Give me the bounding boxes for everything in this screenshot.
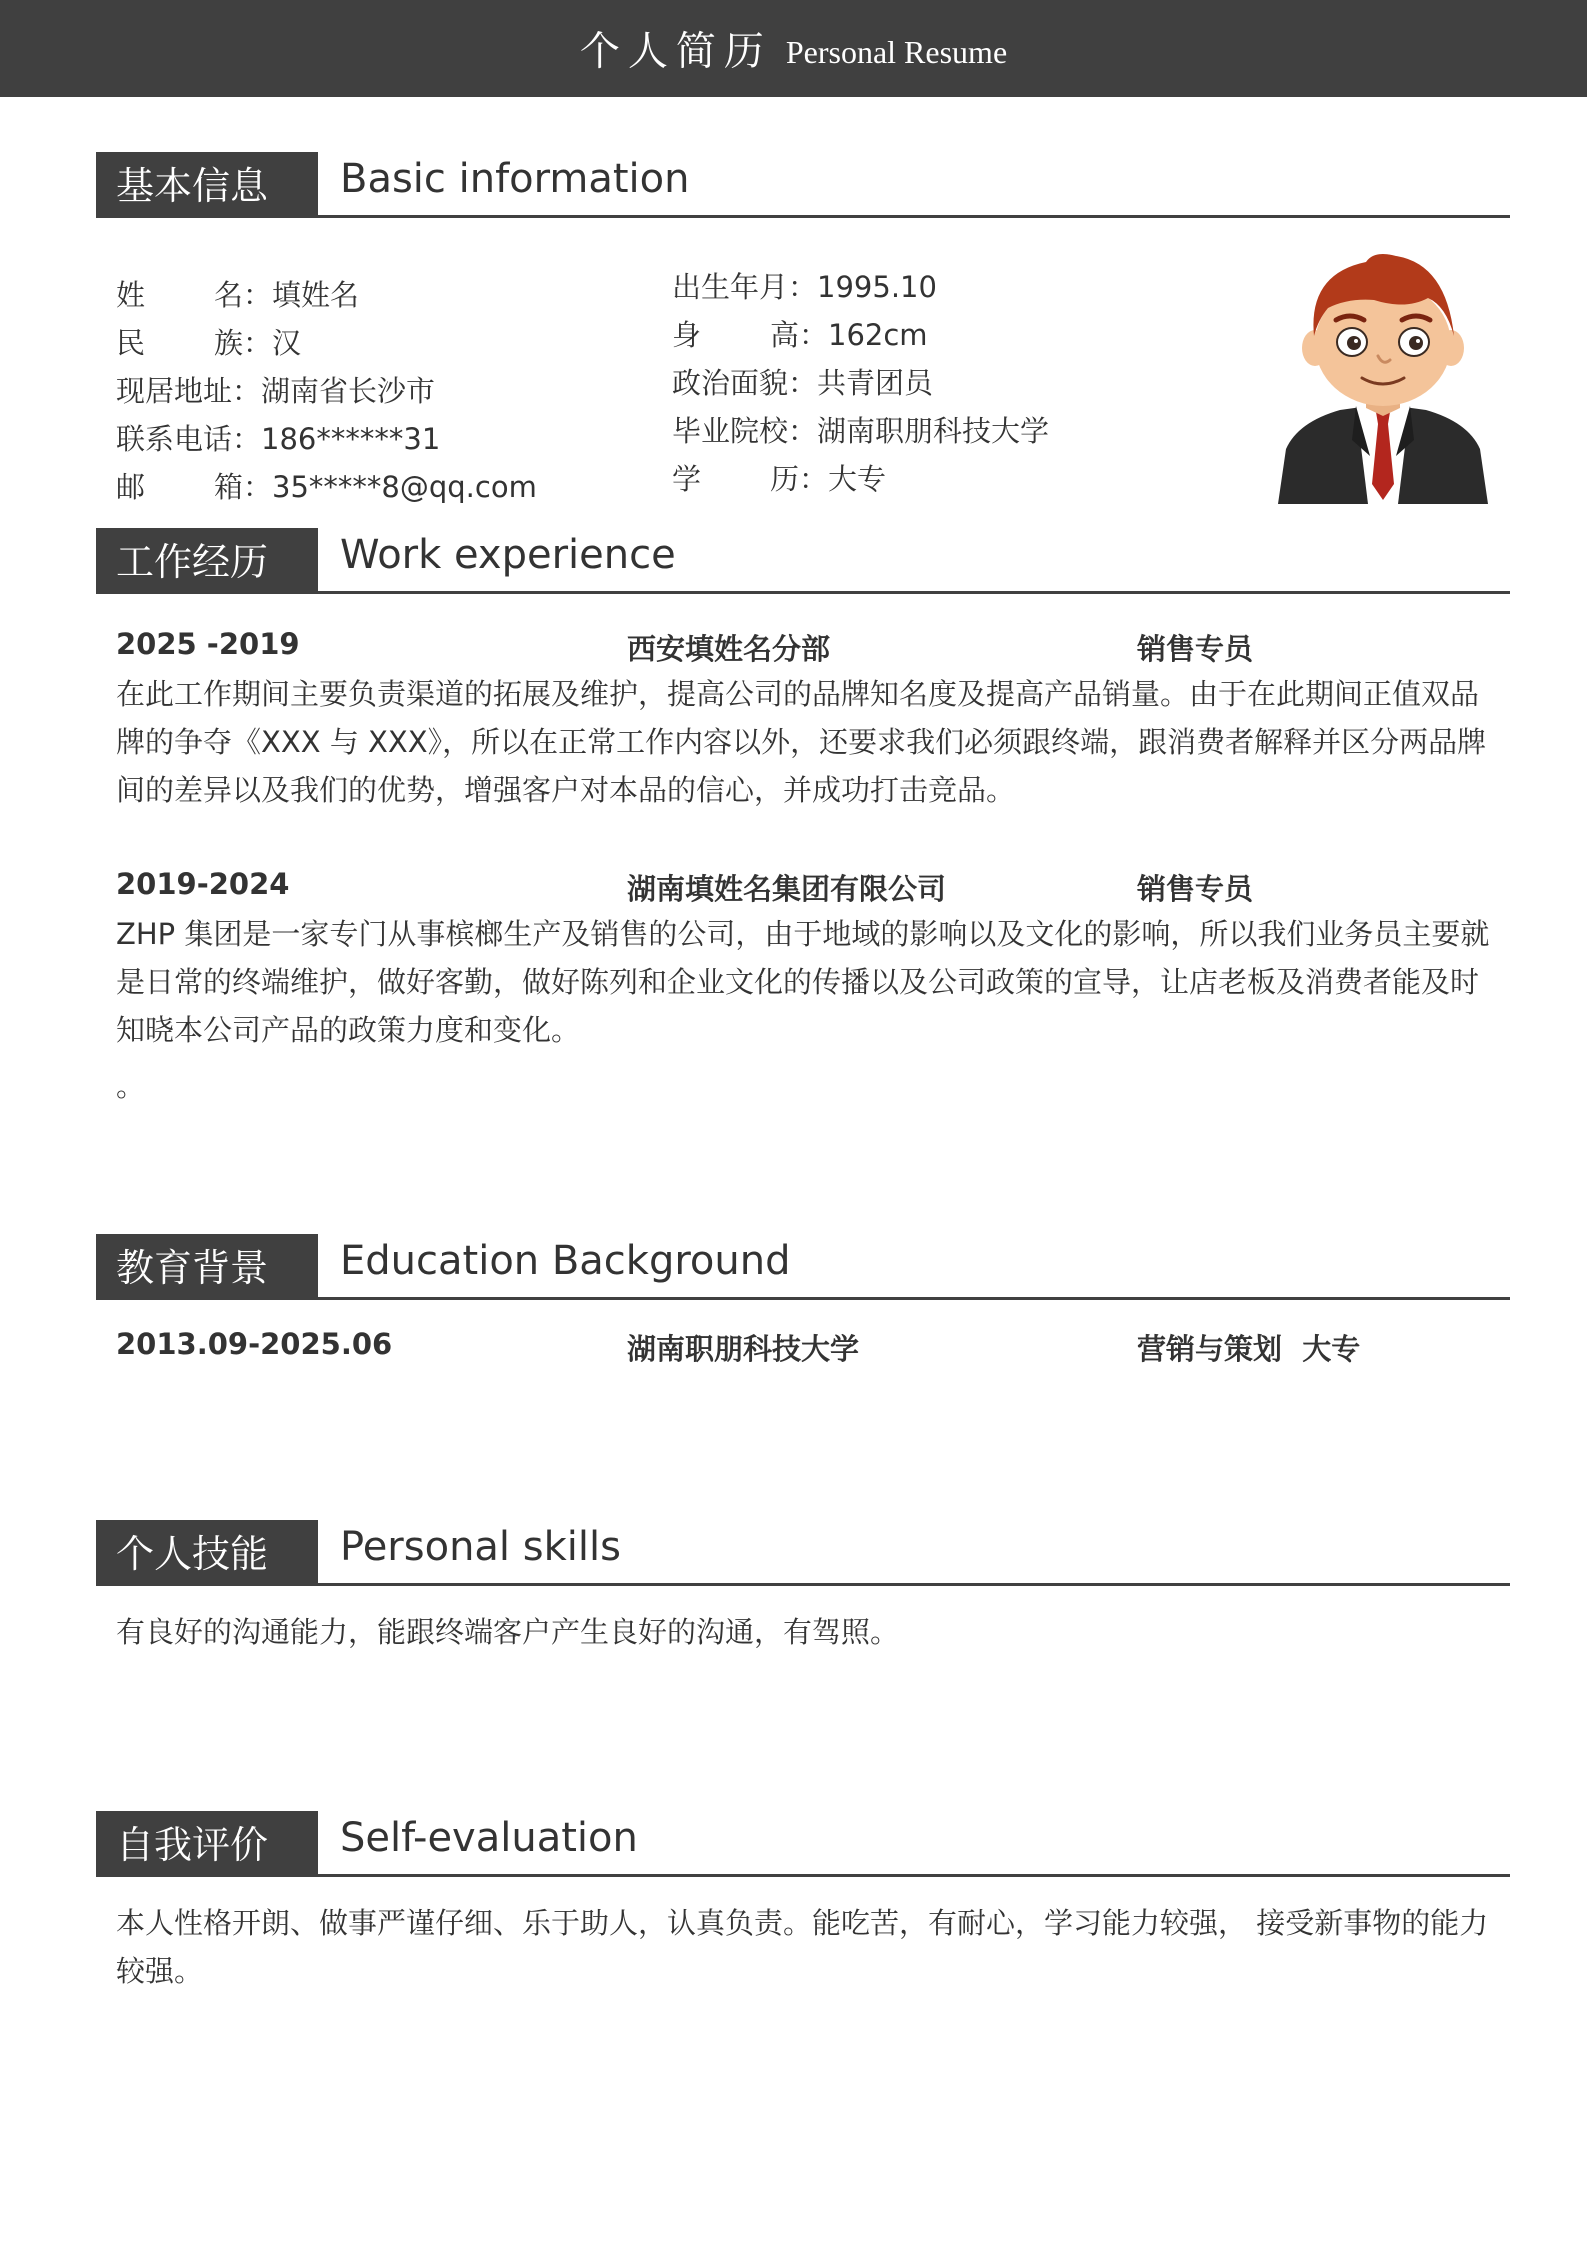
info-colon: ： xyxy=(232,374,262,408)
info-label xyxy=(116,321,243,362)
section-education-en: Education Background xyxy=(340,1238,791,1284)
work-1-position: 销售专员 xyxy=(1137,632,1254,666)
info-phone xyxy=(116,417,440,458)
work-1-description: 在此工作期间主要负责渠道的拓展及维护，提高公司的品牌知名度及提高产品销量。由于在此期间正值双品牌的争夺《XXX 与 XXX》，所以在正常工作内容以外，还要求我们必须跟终端，跟消费者解释并区分两品牌间的差异以及我们的优势，增强客户对本品的信心，并成功打击竞品。 xyxy=(116,677,1487,807)
info-value: 填姓名 xyxy=(272,278,360,312)
label-char: 姓 xyxy=(116,278,214,312)
info-value: 162cm xyxy=(828,318,928,352)
info-colon: ： xyxy=(243,470,273,504)
info-label: 政治面貌 xyxy=(672,366,789,400)
section-basic-tab: 基本信息 xyxy=(96,152,318,218)
page-title xyxy=(0,0,1587,97)
section-basic-en: Basic information xyxy=(340,156,690,202)
section-self-eval-header xyxy=(96,1811,1510,1877)
info-ethnicity xyxy=(116,321,301,362)
info-birth xyxy=(672,265,937,306)
info-value: 186******31 xyxy=(261,422,441,456)
info-label: 联系电话 xyxy=(116,422,233,456)
info-height xyxy=(672,313,928,354)
info-colon: ： xyxy=(788,366,818,400)
info-colon: ： xyxy=(799,318,829,352)
info-value: 大专 xyxy=(828,462,887,496)
label-char: 历 xyxy=(769,462,799,496)
info-label xyxy=(116,273,243,314)
section-work-en: Work experience xyxy=(340,532,676,578)
label-char: 身 xyxy=(672,318,770,352)
work-2-company: 湖南填姓名集团有限公司 xyxy=(627,872,947,906)
info-label xyxy=(116,465,243,506)
work-1-period: 2025 -2019 xyxy=(116,627,300,661)
section-self-eval-en: Self-evaluation xyxy=(340,1815,638,1861)
work-2-trailing: 。 xyxy=(116,1069,146,1103)
info-value: 湖南省长沙市 xyxy=(261,374,436,408)
info-colon: ： xyxy=(799,462,829,496)
label-char: 邮 xyxy=(116,470,214,504)
section-skills-tab: 个人技能 xyxy=(96,1520,318,1586)
section-self-eval-tab: 自我评价 xyxy=(96,1811,318,1877)
info-colon: ： xyxy=(232,422,262,456)
info-school xyxy=(672,409,1049,450)
work-2-description: ZHP 集团是一家专门从事槟榔生产及销售的公司，由于地域的影响以及文化的影响，所以我们业务员主要就是日常的终端维护，做好客勤，做好陈列和企业文化的传播以及公司政策的宣导，让店老板及消费者能及时知晓本公司产品的政策力度和变化。 xyxy=(116,917,1490,1047)
avatar-eye-shine-right xyxy=(1416,339,1420,343)
avatar-pupil-left xyxy=(1347,336,1361,350)
info-name xyxy=(116,273,359,314)
title-en: Personal Resume xyxy=(785,33,1008,70)
info-label: 毕业院校 xyxy=(672,414,789,448)
info-label xyxy=(672,313,799,354)
info-colon: ： xyxy=(243,326,273,360)
education-major: 营销与策划 大专 xyxy=(1137,1332,1361,1366)
work-1-company: 西安填姓名分部 xyxy=(627,632,831,666)
label-char: 民 xyxy=(116,326,214,360)
work-2-period: 2019-2024 xyxy=(116,867,290,901)
info-email xyxy=(116,465,537,506)
info-colon: ： xyxy=(788,414,818,448)
avatar-eye-shine-left xyxy=(1354,339,1358,343)
self-eval-text: 本人性格开朗、做事严谨仔细、乐于助人，认真负责。能吃苦，有耐心，学习能力较强， 接受新事物的能力较强。 xyxy=(116,1906,1489,1988)
section-education-tab: 教育背景 xyxy=(96,1234,318,1300)
section-skills-header xyxy=(96,1520,1510,1586)
info-value: 1995.10 xyxy=(817,270,937,304)
work-2-position: 销售专员 xyxy=(1137,872,1254,906)
info-colon: ： xyxy=(243,278,273,312)
skills-text: 有良好的沟通能力，能跟终端客户产生良好的沟通，有驾照。 xyxy=(116,1615,900,1649)
label-char: 名 xyxy=(213,278,243,312)
info-degree xyxy=(672,457,886,498)
info-value: 汉 xyxy=(272,326,302,360)
label-char: 族 xyxy=(213,326,243,360)
section-work-tab: 工作经历 xyxy=(96,528,318,594)
label-char: 箱 xyxy=(213,470,243,504)
label-char: 学 xyxy=(672,462,770,496)
avatar-pupil-right xyxy=(1409,336,1423,350)
info-value: 35*****8@qq.com xyxy=(272,470,537,504)
section-skills-en: Personal skills xyxy=(340,1524,621,1570)
avatar-photo xyxy=(1278,244,1488,504)
info-label xyxy=(672,457,799,498)
info-value: 共青团员 xyxy=(817,366,934,400)
section-education-header xyxy=(96,1234,1510,1300)
info-value: 湖南职朋科技大学 xyxy=(817,414,1050,448)
title-cn: 个人简历 xyxy=(579,28,772,75)
label-char: 高 xyxy=(769,318,799,352)
info-colon: ： xyxy=(788,270,818,304)
info-political xyxy=(672,361,933,402)
section-basic-header xyxy=(96,152,1510,218)
info-label: 出生年月 xyxy=(672,270,789,304)
education-school: 湖南职朋科技大学 xyxy=(627,1332,860,1366)
education-period: 2013.09-2025.06 xyxy=(116,1327,393,1361)
info-label: 现居地址 xyxy=(116,374,233,408)
info-address xyxy=(116,369,435,410)
section-work-header xyxy=(96,528,1510,594)
